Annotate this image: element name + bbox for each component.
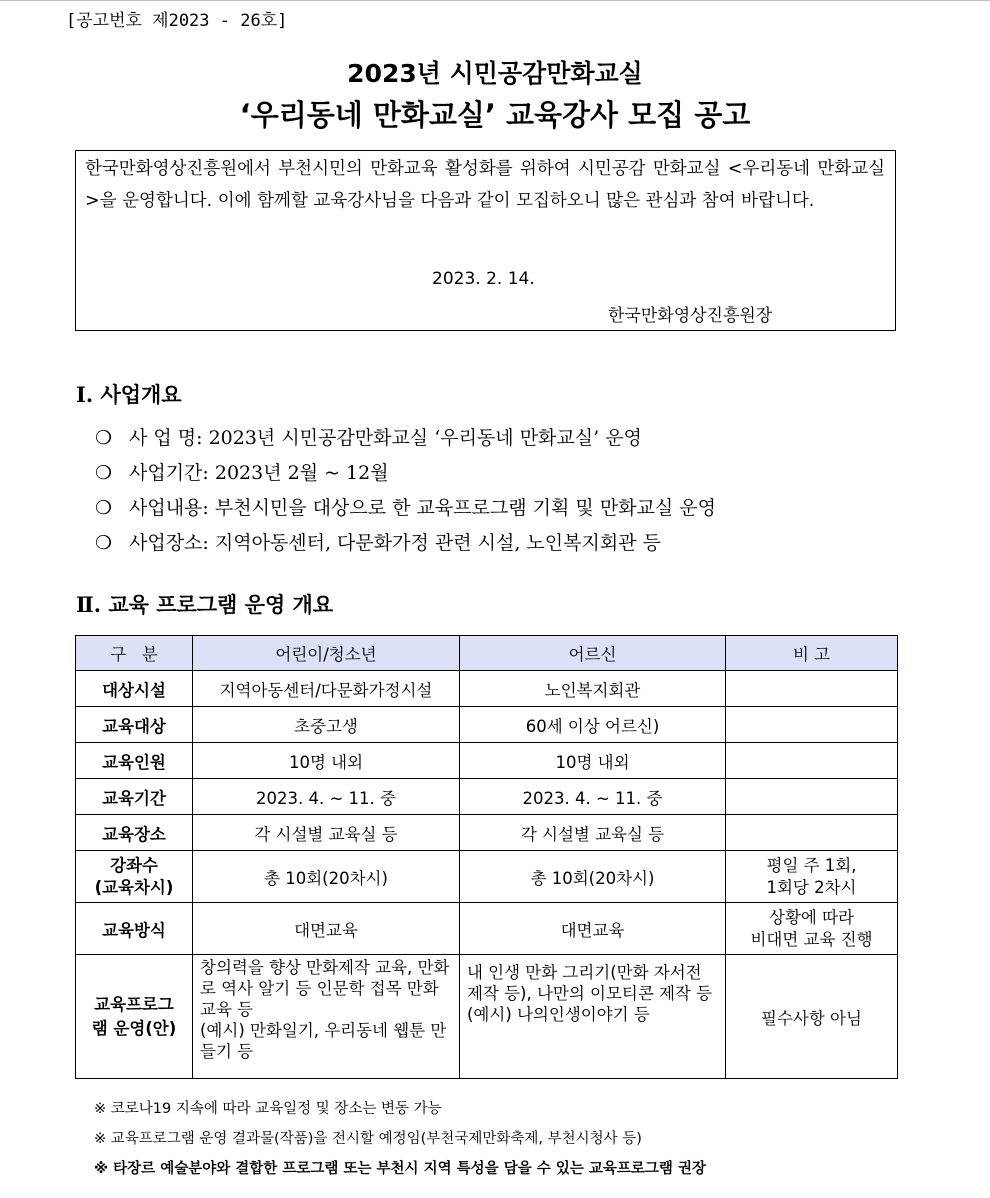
bullet-text: 사업내용: 부천시민을 대상으로 한 교육프로그램 기획 및 만화교실 운영 (129, 497, 716, 519)
cell: 대면교육 (460, 903, 726, 955)
row-label: 강좌수 (교육차시) (76, 851, 193, 903)
table-row (76, 955, 898, 1079)
intro-box (75, 150, 896, 331)
footnote: ※ 교육프로그램 운영 결과물(작품)을 전시할 예정임(부천국제만화축제, 부천시청사 등) (94, 1131, 642, 1147)
header-category: 구 분 (76, 636, 193, 671)
row-label: 교육기간 (76, 779, 193, 815)
header-remarks: 비 고 (726, 636, 898, 671)
table-row (76, 743, 898, 779)
cell (726, 815, 898, 851)
circle-bullet-icon: ❍ (95, 532, 113, 554)
cell: 평일 주 1회, 1회당 2차시 (726, 851, 898, 903)
circle-bullet-icon: ❍ (95, 462, 113, 484)
intro-text: 한국만화영상진흥원에서 부천시민의 만화교육 활성화를 위하여 시민공감 만화교실 <우리동네 만화교실>을 운영합니다. 이에 함께할 교육강사님을 다음과 같이 모집하오니 많은 관심과 참여 바랍니다. (85, 159, 885, 211)
bullet-text: 사업장소: 지역아동센터, 다문화가정 관련 시설, 노인복지회관 등 (129, 532, 661, 554)
bullet-item (95, 526, 716, 561)
table-header-row (76, 636, 898, 671)
section1-heading: Ⅰ. 사업개요 (76, 382, 182, 407)
program-table (75, 635, 898, 1079)
row-label: 교육인원 (76, 743, 193, 779)
row-label: 교육장소 (76, 815, 193, 851)
cell: 대면교육 (193, 903, 460, 955)
header-youth: 어린이/청소년 (193, 636, 460, 671)
cell (726, 743, 898, 779)
cell: 창의력을 향상 만화제작 교육, 만화로 역사 알기 등 인문학 접목 만화 교육 등 (예시) 만화일기, 우리동네 웹툰 만들기 등 (193, 955, 460, 1079)
table-row (76, 707, 898, 743)
bullet-item (95, 491, 716, 526)
cell: 내 인생 만화 그리기(만화 자서전 제작 등), 나만의 이모티콘 제작 등 (예시) 나의인생이야기 등 (460, 955, 726, 1079)
header-seniors: 어르신 (460, 636, 726, 671)
cell: 상황에 따라 비대면 교육 진행 (726, 903, 898, 955)
section2-heading: Ⅱ. 교육 프로그램 운영 개요 (76, 592, 334, 617)
table-row (76, 671, 898, 707)
cell: 10명 내외 (193, 743, 460, 779)
cell: 필수사항 아님 (726, 955, 898, 1079)
table-row (76, 779, 898, 815)
bullet-text: 사 업 명: 2023년 시민공감만화교실 ‘우리동네 만화교실’ 운영 (129, 427, 642, 449)
cell: 2023. 4. ~ 11. 중 (193, 779, 460, 815)
bullet-item (95, 456, 716, 491)
cell (726, 671, 898, 707)
cell: 총 10회(20차시) (193, 851, 460, 903)
footnote: ※ 타장르 예술분야와 결합한 프로그램 또는 부천시 지역 특성을 담을 수 있는 교육프로그램 권장 (94, 1161, 706, 1177)
table-row (76, 903, 898, 955)
page-title-line1: 2023년 시민공감만화교실 (347, 59, 643, 88)
cell: 지역아동센터/다문화가정시설 (193, 671, 460, 707)
cell: 2023. 4. ~ 11. 중 (460, 779, 726, 815)
bullet-item (95, 421, 716, 456)
cell: 각 시설별 교육실 등 (460, 815, 726, 851)
circle-bullet-icon: ❍ (95, 497, 113, 519)
cell (726, 707, 898, 743)
row-label: 교육방식 (76, 903, 193, 955)
row-label: 대상시설 (76, 671, 193, 707)
top-rule (0, 0, 990, 1)
bullet-text: 사업기간: 2023년 2월 ~ 12월 (129, 462, 389, 484)
row-label: 교육대상 (76, 707, 193, 743)
intro-date: 2023. 2. 14. (432, 269, 535, 289)
circle-bullet-icon: ❍ (95, 427, 113, 449)
table-row (76, 851, 898, 903)
cell: 각 시설별 교육실 등 (193, 815, 460, 851)
cell: 총 10회(20차시) (460, 851, 726, 903)
row-label: 교육프로그 램 운영(안) (76, 955, 193, 1079)
notice-number: [공고번호 제2023 - 26호] (66, 11, 288, 31)
cell: 노인복지회관 (460, 671, 726, 707)
footnote: ※ 코로나19 지속에 따라 교육일정 및 장소는 변동 가능 (94, 1101, 442, 1117)
cell: 60세 이상 어르신) (460, 707, 726, 743)
cell (726, 779, 898, 815)
section1-bullet-list (95, 421, 716, 561)
cell: 10명 내외 (460, 743, 726, 779)
page-title-line2: ‘우리동네 만화교실’ 교육강사 모집 공고 (239, 98, 751, 132)
cell: 초중고생 (193, 707, 460, 743)
table-row (76, 815, 898, 851)
intro-signer: 한국만화영상진흥원장 (608, 306, 773, 326)
